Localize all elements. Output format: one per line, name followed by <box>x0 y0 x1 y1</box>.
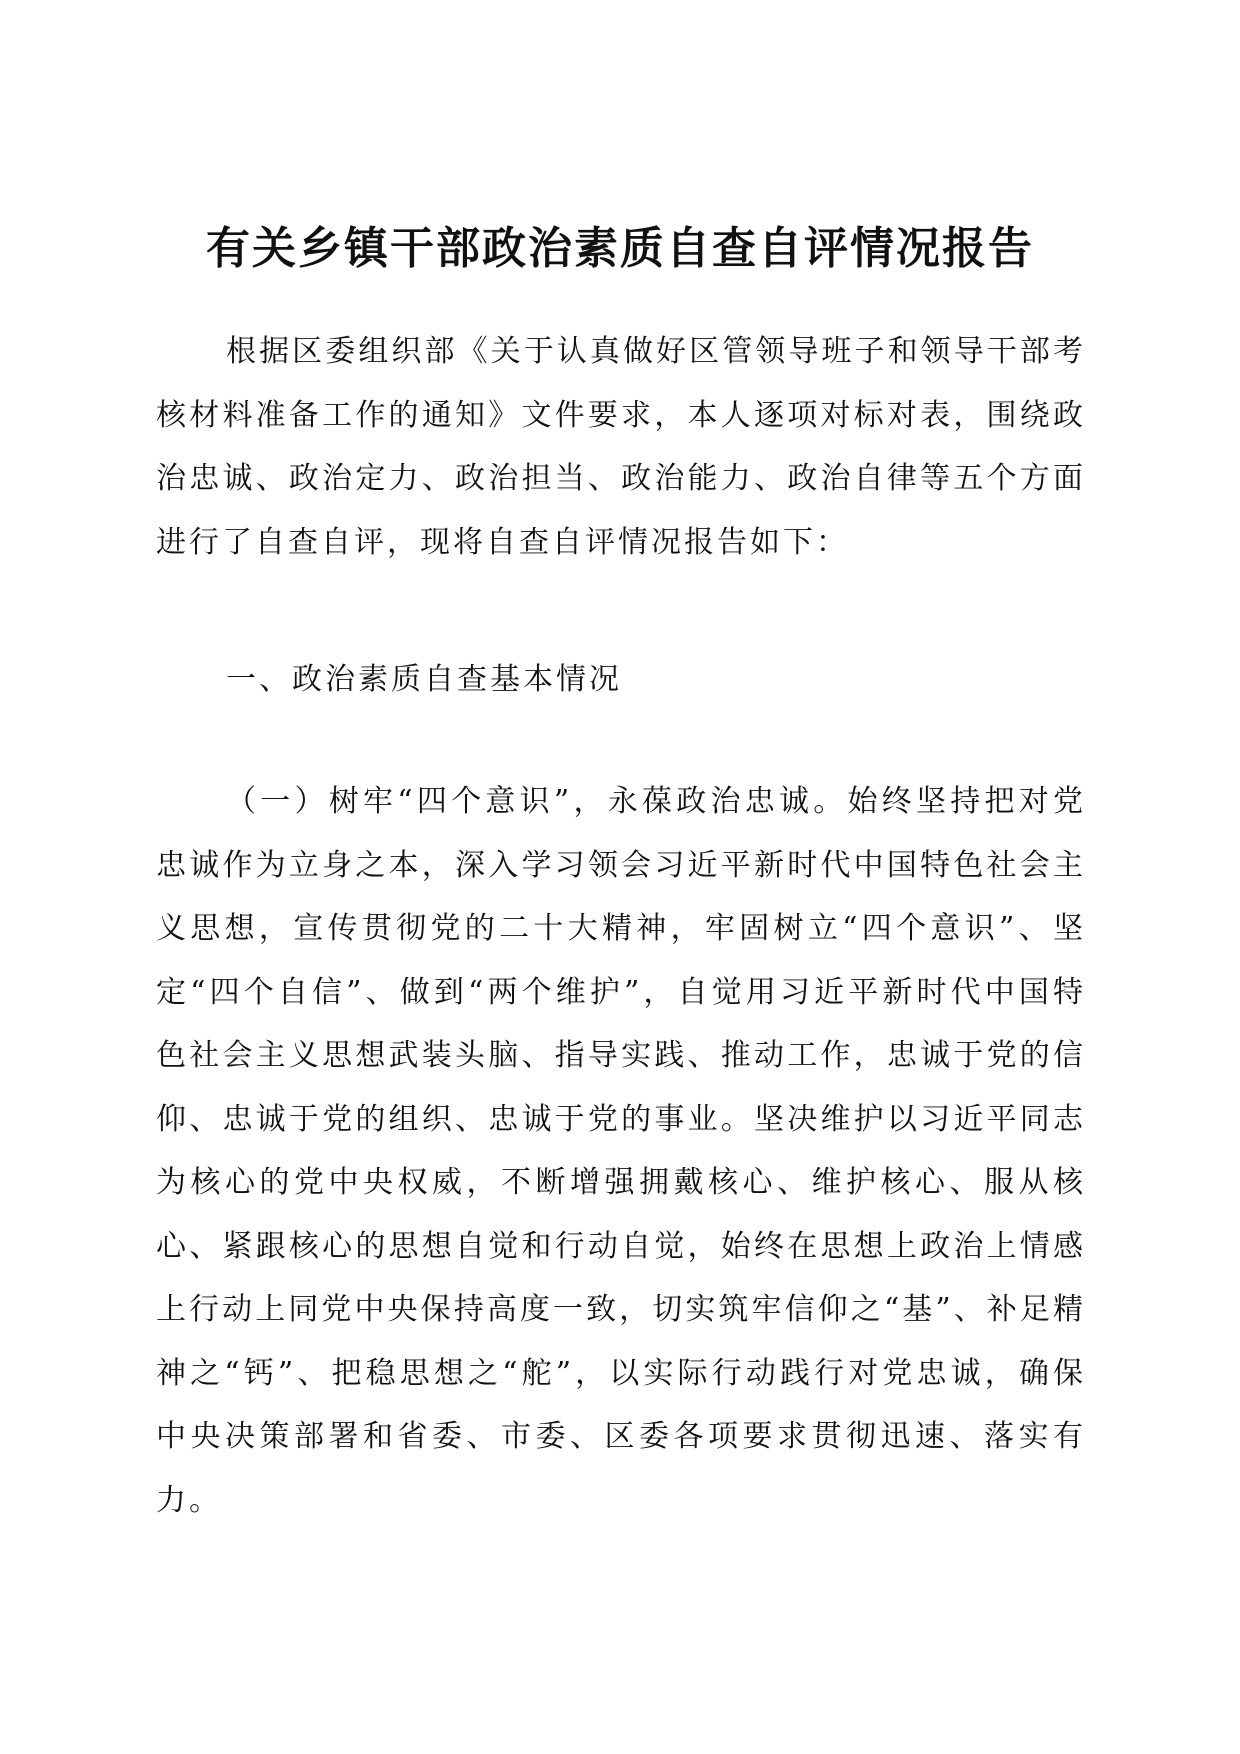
document-title: 有关乡镇干部政治素质自查自评情况报告 <box>206 223 1034 274</box>
section-1-paragraph: （一）树牢“四个意识”，永葆政治忠诚。始终坚持把对党忠诚作为立身之本，深入学习领会习近平新时代中国特色社会主义思想，宣传贯彻党的二十大精神，牢固树立“四个意识”、坚定“四个自信”、做到“两个维护”，自觉用习近平新时代中国特色社会主义思想武装头脑、指导实践、推动工作，忠诚于党的信仰、忠诚于党的组织、忠诚于党的事业。坚决维护以习近平同志为核心的党中央权威，不断增强拥戴核心、维护核心、服从核心、紧跟核心的思想自觉和行动自觉，始终在思想上政治上情感上行动上同党中央保持高度一致，切实筑牢信仰之“基”、补足精神之“钙”、把稳思想之“舵”，以实际行动践行对党忠诚，确保中央决策部署和省委、市委、区委各项要求贯彻迅速、落实有力。 <box>156 784 1086 1518</box>
intro-paragraph: 根据区委组织部《关于认真做好区管领导班子和领导干部考核材料准备工作的通知》文件要求，本人逐项对标对表，围绕政治忠诚、政治定力、政治担当、政治能力、政治自律等五个方面进行了自查自评，现将自查自评情况报告如下： <box>156 334 1086 560</box>
section-heading-1: 一、政治素质自查基本情况 <box>226 662 622 697</box>
